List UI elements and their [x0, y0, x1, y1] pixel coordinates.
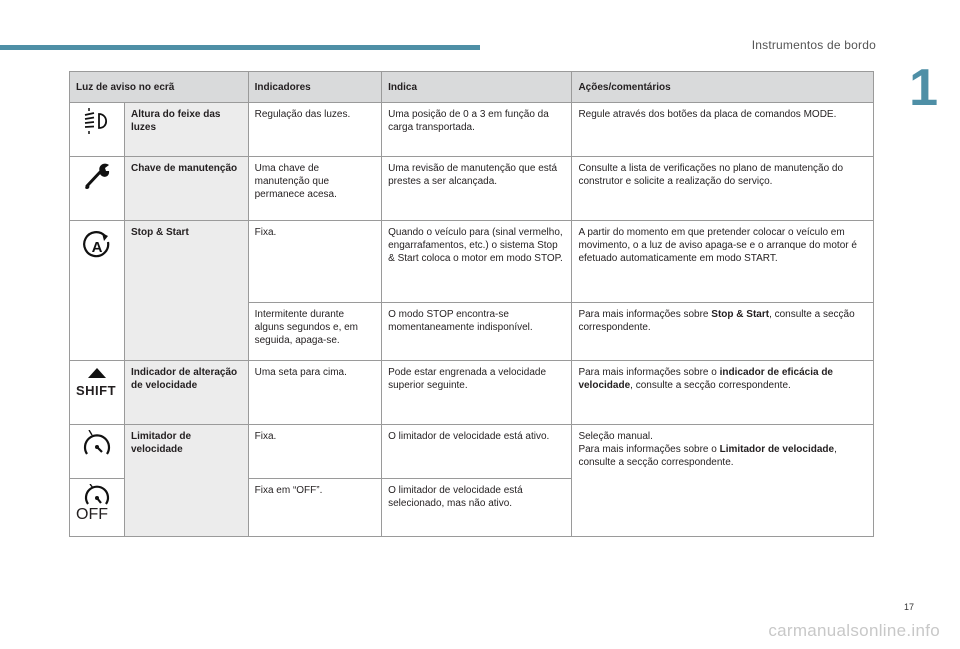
comment-emphasis: Limitador de velocidade	[719, 444, 835, 455]
comment-text: , consulte a secção correspondente.	[578, 444, 837, 468]
limiter-off-label: OFF	[76, 506, 108, 523]
icon-cell	[70, 479, 125, 537]
column-header-warning-light: Luz de aviso no ecrã	[70, 72, 249, 103]
comment-cell	[572, 425, 874, 537]
icon-cell	[70, 425, 125, 479]
shift-icon-label: SHIFT	[76, 383, 117, 398]
column-header-indicators: Indicadores	[248, 72, 382, 103]
icon-cell	[70, 157, 125, 221]
icon-cell	[70, 221, 125, 361]
table-row	[70, 221, 874, 303]
indicates-cell: Quando o veículo para (sinal vermelho, engarrafamentos, etc.) o sistema Stop & Start coloca o motor em modo STOP.	[382, 221, 572, 303]
headlight-beam-height-icon	[76, 108, 118, 134]
warning-name: Indicador de alteração de velocidade	[125, 361, 249, 425]
comment-cell: Regule através dos botões da placa de comandos MODE.	[572, 103, 874, 157]
column-header-actions: Ações/comentários	[572, 72, 874, 103]
comment-text: Para mais informações sobre o	[578, 444, 720, 455]
icon-cell	[70, 361, 125, 425]
table-row	[70, 361, 874, 425]
speed-limiter-off-icon	[76, 484, 118, 523]
indicates-cell: Uma posição de 0 a 3 em função da carga transportada.	[382, 103, 572, 157]
comment-text: , consulte a secção correspondente.	[630, 380, 791, 391]
speed-limiter-icon	[76, 430, 118, 460]
indicator-cell: Fixa.	[248, 221, 382, 303]
indicates-cell: O limitador de velocidade está selecionado, mas não ativo.	[382, 479, 572, 537]
indicator-cell: Intermitente durante alguns segundos e, em seguida, apaga-se.	[248, 303, 382, 361]
wrench-icon	[76, 162, 118, 190]
warning-lights-table	[69, 71, 874, 537]
header-accent-bar	[0, 45, 480, 50]
warning-name: Altura do feixe das luzes	[125, 103, 249, 157]
column-header-indicates: Indica	[382, 72, 572, 103]
comment-text: , consulte a secção correspondente.	[578, 309, 855, 333]
warning-name: Stop & Start	[125, 221, 249, 361]
warning-name: Chave de manutenção	[125, 157, 249, 221]
indicator-cell: Regulação das luzes.	[248, 103, 382, 157]
table-row	[70, 425, 874, 479]
indicates-cell: Pode estar engrenada a velocidade superior seguinte.	[382, 361, 572, 425]
section-title: Instrumentos de bordo	[751, 38, 876, 52]
comment-text: Para mais informações sobre	[578, 309, 712, 320]
table-header-row	[70, 72, 874, 103]
indicator-cell: Fixa.	[248, 425, 382, 479]
indicator-cell: Uma seta para cima.	[248, 361, 382, 425]
comment-cell	[572, 361, 874, 425]
warning-name: Limitador de velocidade	[125, 425, 249, 537]
icon-cell	[70, 103, 125, 157]
gear-shift-up-icon	[76, 366, 118, 397]
comment-cell: A partir do momento em que pretender colocar o veículo em movimento, o a luz de aviso apaga-se e o arranque do motor é efetuado automaticamente em modo START.	[572, 221, 874, 303]
comment-cell	[572, 303, 874, 361]
watermark: carmanualsonline.info	[768, 621, 940, 640]
table-row	[70, 157, 874, 221]
indicates-cell: O limitador de velocidade está ativo.	[382, 425, 572, 479]
comment-emphasis: Stop & Start	[711, 309, 770, 320]
indicator-cell: Uma chave de manutenção que permanece acesa.	[248, 157, 382, 221]
svg-text:A: A	[91, 239, 103, 256]
indicates-cell: Uma revisão de manutenção que está prestes a ser alcançada.	[382, 157, 572, 221]
comment-text: Seleção manual.	[578, 431, 653, 442]
comment-cell: Consulte a lista de verificações no plano de manutenção do construtor e solicite a realização do serviço.	[572, 157, 874, 221]
table-row	[70, 103, 874, 157]
chapter-number: 1	[909, 59, 938, 117]
indicator-cell: Fixa em “OFF”.	[248, 479, 382, 537]
comment-emphasis: indicador de eficácia de velocidade	[578, 367, 833, 391]
page-number: 17	[903, 602, 914, 612]
stop-start-icon	[76, 231, 118, 261]
indicates-cell: O modo STOP encontra-se momentaneamente indisponível.	[382, 303, 572, 361]
comment-text: Para mais informações sobre o	[578, 367, 720, 378]
